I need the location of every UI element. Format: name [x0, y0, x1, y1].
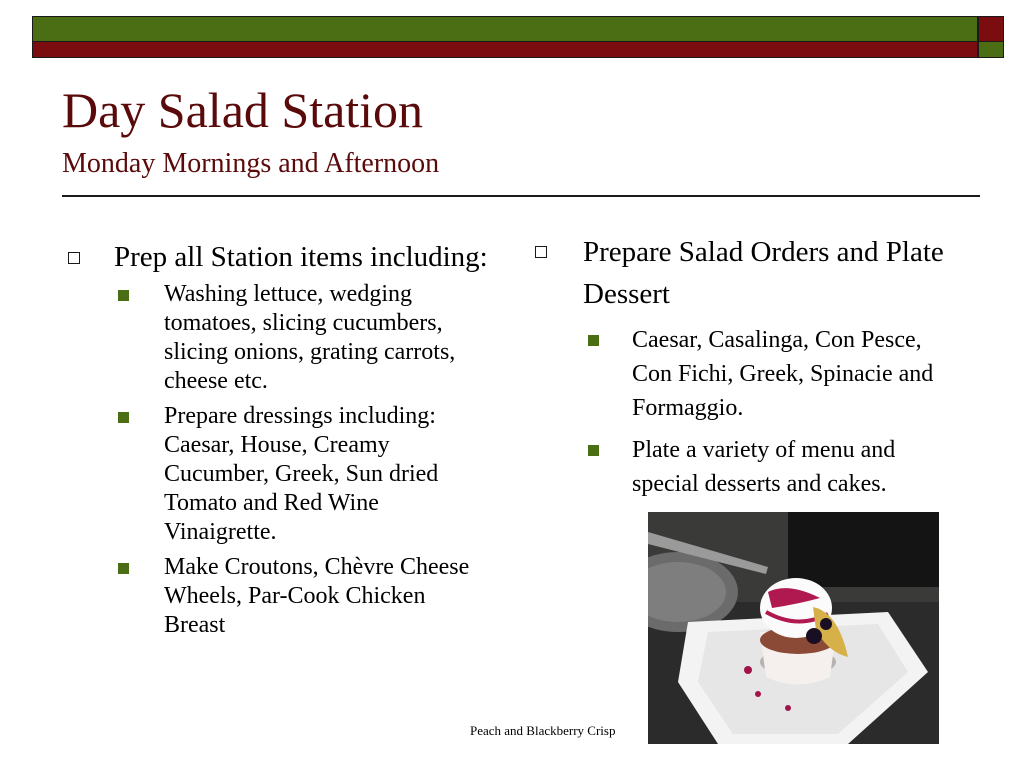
square-bullet-icon: [118, 412, 129, 423]
header-square-green: [978, 42, 1004, 58]
right-sub-item: [533, 323, 963, 425]
square-bullet-icon: [118, 290, 129, 301]
left-bullet-heading: [62, 241, 492, 274]
left-sub-item: [62, 402, 492, 547]
right-sub-item-text: Caesar, Casalinga, Con Pesce, Con Fichi, Greek, Spinacie and Formaggio.: [632, 327, 934, 421]
hollow-square-bullet-icon: [68, 252, 80, 264]
right-sub-item-text: Plate a variety of menu and special desserts and cakes.: [632, 437, 896, 497]
square-bullet-icon: [588, 335, 599, 346]
hollow-square-bullet-icon: [535, 246, 547, 258]
left-sub-item: [62, 553, 492, 640]
square-bullet-icon: [588, 445, 599, 456]
header-square-red: [978, 16, 1004, 42]
slide-title: Day Salad Station: [62, 82, 424, 138]
left-heading-text: Prep all Station items including:: [114, 241, 488, 273]
left-sub-item-text: Washing lettuce, wedging tomatoes, slicing cucumbers, slicing onions, grating carrots, cheese etc.: [164, 281, 456, 394]
left-sub-item-text: Make Croutons, Chèvre Cheese Wheels, Par-Cook Chicken Breast: [164, 554, 470, 638]
left-sub-item: [62, 280, 492, 396]
right-sub-item: [533, 433, 963, 501]
slide-subtitle: Monday Mornings and Afternoon: [62, 148, 440, 179]
right-column: [533, 231, 963, 501]
right-bullet-heading: [533, 231, 963, 315]
right-heading-text: Prepare Salad Orders and Plate Dessert: [583, 236, 944, 310]
left-sub-item-text: Prepare dressings including: Caesar, House, Creamy Cucumber, Greek, Sun dried Tomato and Red Wine Vinaigrette.: [164, 403, 439, 545]
photo-caption: Peach and Blackberry Crisp: [470, 723, 616, 738]
square-bullet-icon: [118, 563, 129, 574]
title-divider: [62, 195, 980, 197]
left-column: [62, 241, 492, 640]
header-band-red: [32, 42, 978, 58]
dessert-photo: [648, 512, 939, 744]
header-band-green: [32, 16, 978, 42]
